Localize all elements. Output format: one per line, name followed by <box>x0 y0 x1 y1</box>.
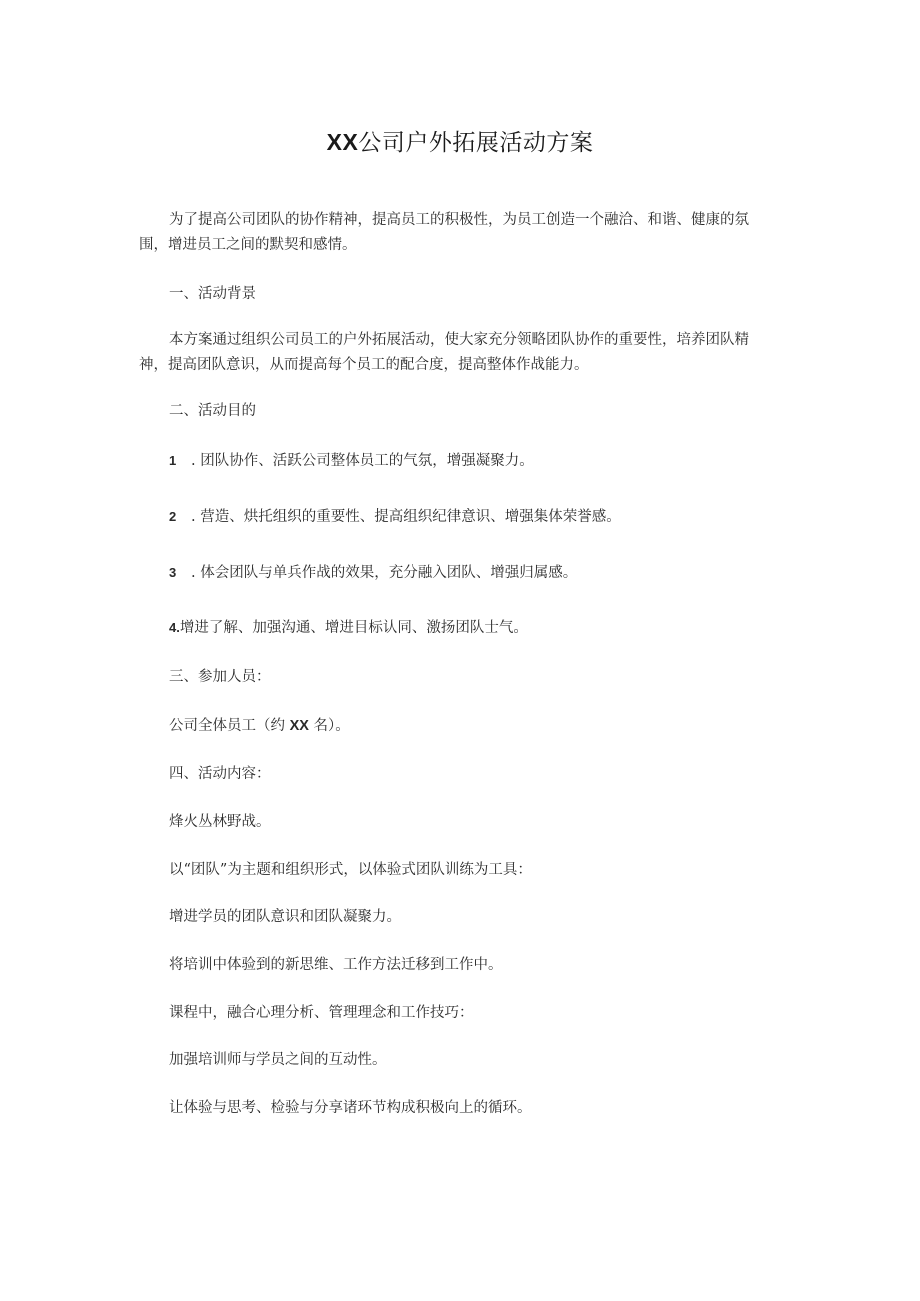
content-line: 让体验与思考、检验与分享诸环节构成积极向上的循环。 <box>169 1100 532 1116</box>
content-heading: 四、活动内容： <box>169 766 271 782</box>
content-line: 课程中，融合心理分析、管理理念和工作技巧： <box>169 1005 474 1021</box>
participants-text <box>169 716 350 736</box>
participants-post: 名）。 <box>308 718 350 734</box>
background-paragraph: 本方案通过组织公司员工的户外拓展活动，使大家充分领略团队协作的重要性，培养团队精神，提高团队意识，从而提高每个员工的配合度，提高整体作战能力。 <box>139 332 749 373</box>
purpose-text: . 营造、烘托组织的重要性、提高组织纪律意识、增强集体荣誉感。 <box>191 509 621 525</box>
purpose-text: . 体会团队与单兵作战的效果，充分融入团队、增强归属感。 <box>191 565 578 581</box>
purpose-text: 增进了解、加强沟通、增进目标认同、激扬团队士气。 <box>179 620 528 636</box>
content-line: 增进学员的团队意识和团队凝聚力。 <box>169 909 401 925</box>
purpose-number: 4. <box>169 620 180 635</box>
document-title <box>0 124 920 157</box>
purpose-heading: 二、活动目的 <box>169 403 256 419</box>
purpose-number: 1 <box>169 453 177 468</box>
content-line: 烽火丛林野战。 <box>169 814 271 830</box>
content-line: 将培训中体验到的新思维、工作方法迁移到工作中。 <box>169 957 503 973</box>
purpose-item <box>169 507 621 527</box>
content-line: 以“团队”为主题和组织形式，以体验式团队训练为工具： <box>169 862 532 878</box>
participants-count-placeholder: XX <box>289 718 309 734</box>
participants-pre: 公司全体员工（约 <box>169 718 290 734</box>
purpose-item <box>169 451 534 471</box>
purpose-item <box>169 618 528 638</box>
content-line: 加强培训师与学员之间的互动性。 <box>169 1052 387 1068</box>
purpose-number: 2 <box>169 509 177 524</box>
purpose-number: 3 <box>169 565 177 580</box>
participants-heading: 三、参加人员： <box>169 669 271 685</box>
intro-paragraph: 为了提高公司团队的协作精神，提高员工的积极性，为员工创造一个融洽、和谐、健康的氛围，增进员工之间的默契和感情。 <box>139 212 749 253</box>
background-heading: 一、活动背景 <box>169 286 256 302</box>
title-company-placeholder: XX <box>326 129 359 155</box>
purpose-item <box>169 563 577 583</box>
title-text: 公司户外拓展活动方案 <box>358 130 594 156</box>
purpose-text: . 团队协作、活跃公司整体员工的气氛，增强凝聚力。 <box>191 453 534 469</box>
